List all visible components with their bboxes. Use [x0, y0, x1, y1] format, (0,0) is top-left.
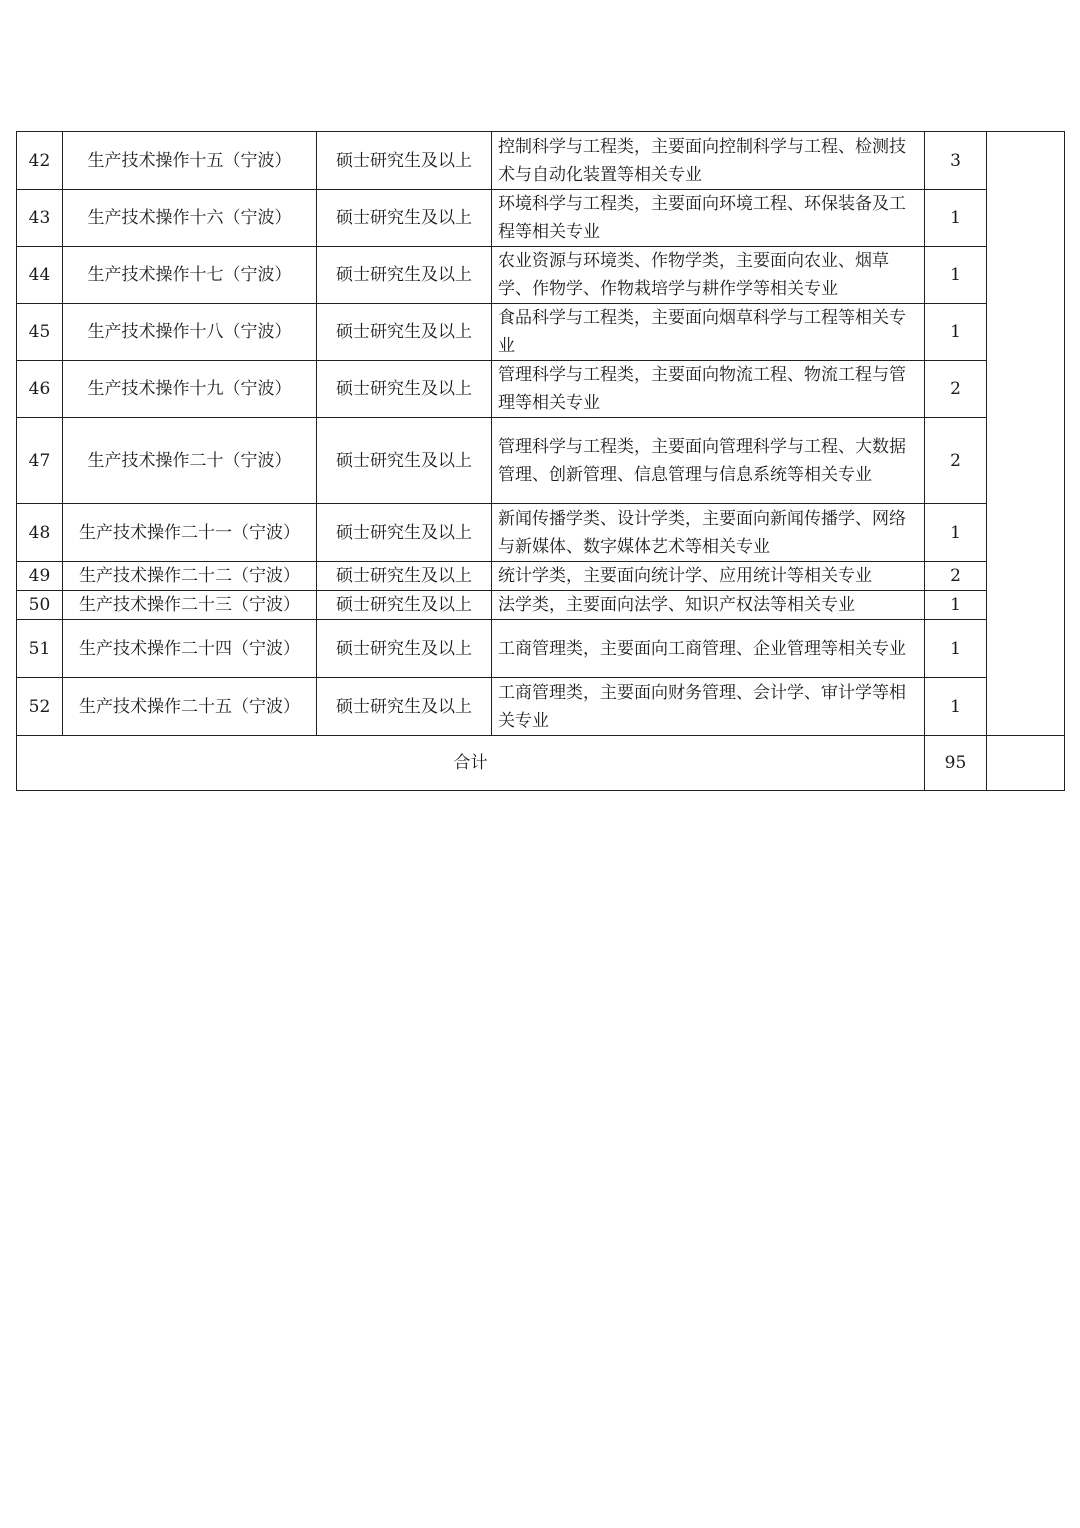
- row-number: 49: [17, 562, 63, 591]
- table-row: [17, 361, 1065, 418]
- position-name: 生产技术操作二十五（宁波）: [63, 678, 317, 736]
- major-requirement: 环境科学与工程类，主要面向环境工程、环保装备及工程等相关专业: [492, 190, 925, 247]
- row-number: 52: [17, 678, 63, 736]
- education-requirement: 硕士研究生及以上: [317, 418, 492, 504]
- row-number: 42: [17, 132, 63, 190]
- headcount: 1: [925, 678, 987, 736]
- position-name: 生产技术操作二十四（宁波）: [63, 620, 317, 678]
- headcount: 1: [925, 504, 987, 562]
- headcount: 1: [925, 247, 987, 304]
- position-name: 生产技术操作十五（宁波）: [63, 132, 317, 190]
- education-requirement: 硕士研究生及以上: [317, 591, 492, 620]
- major-requirement: 食品科学与工程类，主要面向烟草科学与工程等相关专业: [492, 304, 925, 361]
- position-name: 生产技术操作十八（宁波）: [63, 304, 317, 361]
- headcount: 1: [925, 591, 987, 620]
- major-requirement: 法学类，主要面向法学、知识产权法等相关专业: [492, 591, 925, 620]
- education-requirement: 硕士研究生及以上: [317, 132, 492, 190]
- position-name: 生产技术操作二十二（宁波）: [63, 562, 317, 591]
- table-row: [17, 247, 1065, 304]
- headcount: 1: [925, 304, 987, 361]
- position-name: 生产技术操作二十三（宁波）: [63, 591, 317, 620]
- education-requirement: 硕士研究生及以上: [317, 304, 492, 361]
- total-label: 合计: [17, 736, 925, 791]
- row-number: 45: [17, 304, 63, 361]
- table-row: [17, 304, 1065, 361]
- major-requirement: 统计学类，主要面向统计学、应用统计等相关专业: [492, 562, 925, 591]
- education-requirement: 硕士研究生及以上: [317, 190, 492, 247]
- position-name: 生产技术操作二十（宁波）: [63, 418, 317, 504]
- total-row: [17, 736, 1065, 791]
- table-row: [17, 678, 1065, 736]
- table-row: [17, 591, 1065, 620]
- position-name: 生产技术操作十六（宁波）: [63, 190, 317, 247]
- major-requirement: 农业资源与环境类、作物学类，主要面向农业、烟草学、作物学、作物栽培学与耕作学等相关专业: [492, 247, 925, 304]
- row-number: 51: [17, 620, 63, 678]
- row-number: 50: [17, 591, 63, 620]
- major-requirement: 工商管理类，主要面向工商管理、企业管理等相关专业: [492, 620, 925, 678]
- major-requirement: 工商管理类，主要面向财务管理、会计学、审计学等相关专业: [492, 678, 925, 736]
- recruitment-table: [16, 131, 1065, 791]
- row-number: 48: [17, 504, 63, 562]
- position-name: 生产技术操作十七（宁波）: [63, 247, 317, 304]
- major-requirement: 管理科学与工程类，主要面向管理科学与工程、大数据管理、创新管理、信息管理与信息系统等相关专业: [492, 418, 925, 504]
- table-row: [17, 562, 1065, 591]
- education-requirement: 硕士研究生及以上: [317, 678, 492, 736]
- table-row: [17, 190, 1065, 247]
- position-name: 生产技术操作二十一（宁波）: [63, 504, 317, 562]
- headcount: 1: [925, 190, 987, 247]
- position-name: 生产技术操作十九（宁波）: [63, 361, 317, 418]
- remarks-cell: [987, 132, 1065, 736]
- education-requirement: 硕士研究生及以上: [317, 620, 492, 678]
- row-number: 47: [17, 418, 63, 504]
- education-requirement: 硕士研究生及以上: [317, 504, 492, 562]
- total-remarks-cell: [987, 736, 1065, 791]
- table-row: [17, 132, 1065, 190]
- headcount: 2: [925, 562, 987, 591]
- major-requirement: 新闻传播学类、设计学类，主要面向新闻传播学、网络与新媒体、数字媒体艺术等相关专业: [492, 504, 925, 562]
- table-row: [17, 504, 1065, 562]
- row-number: 46: [17, 361, 63, 418]
- education-requirement: 硕士研究生及以上: [317, 247, 492, 304]
- education-requirement: 硕士研究生及以上: [317, 562, 492, 591]
- row-number: 43: [17, 190, 63, 247]
- major-requirement: 管理科学与工程类，主要面向物流工程、物流工程与管理等相关专业: [492, 361, 925, 418]
- table-row: [17, 418, 1065, 504]
- headcount: 2: [925, 361, 987, 418]
- total-headcount: 95: [925, 736, 987, 791]
- education-requirement: 硕士研究生及以上: [317, 361, 492, 418]
- headcount: 1: [925, 620, 987, 678]
- major-requirement: 控制科学与工程类，主要面向控制科学与工程、检测技术与自动化装置等相关专业: [492, 132, 925, 190]
- headcount: 2: [925, 418, 987, 504]
- table-row: [17, 620, 1065, 678]
- headcount: 3: [925, 132, 987, 190]
- row-number: 44: [17, 247, 63, 304]
